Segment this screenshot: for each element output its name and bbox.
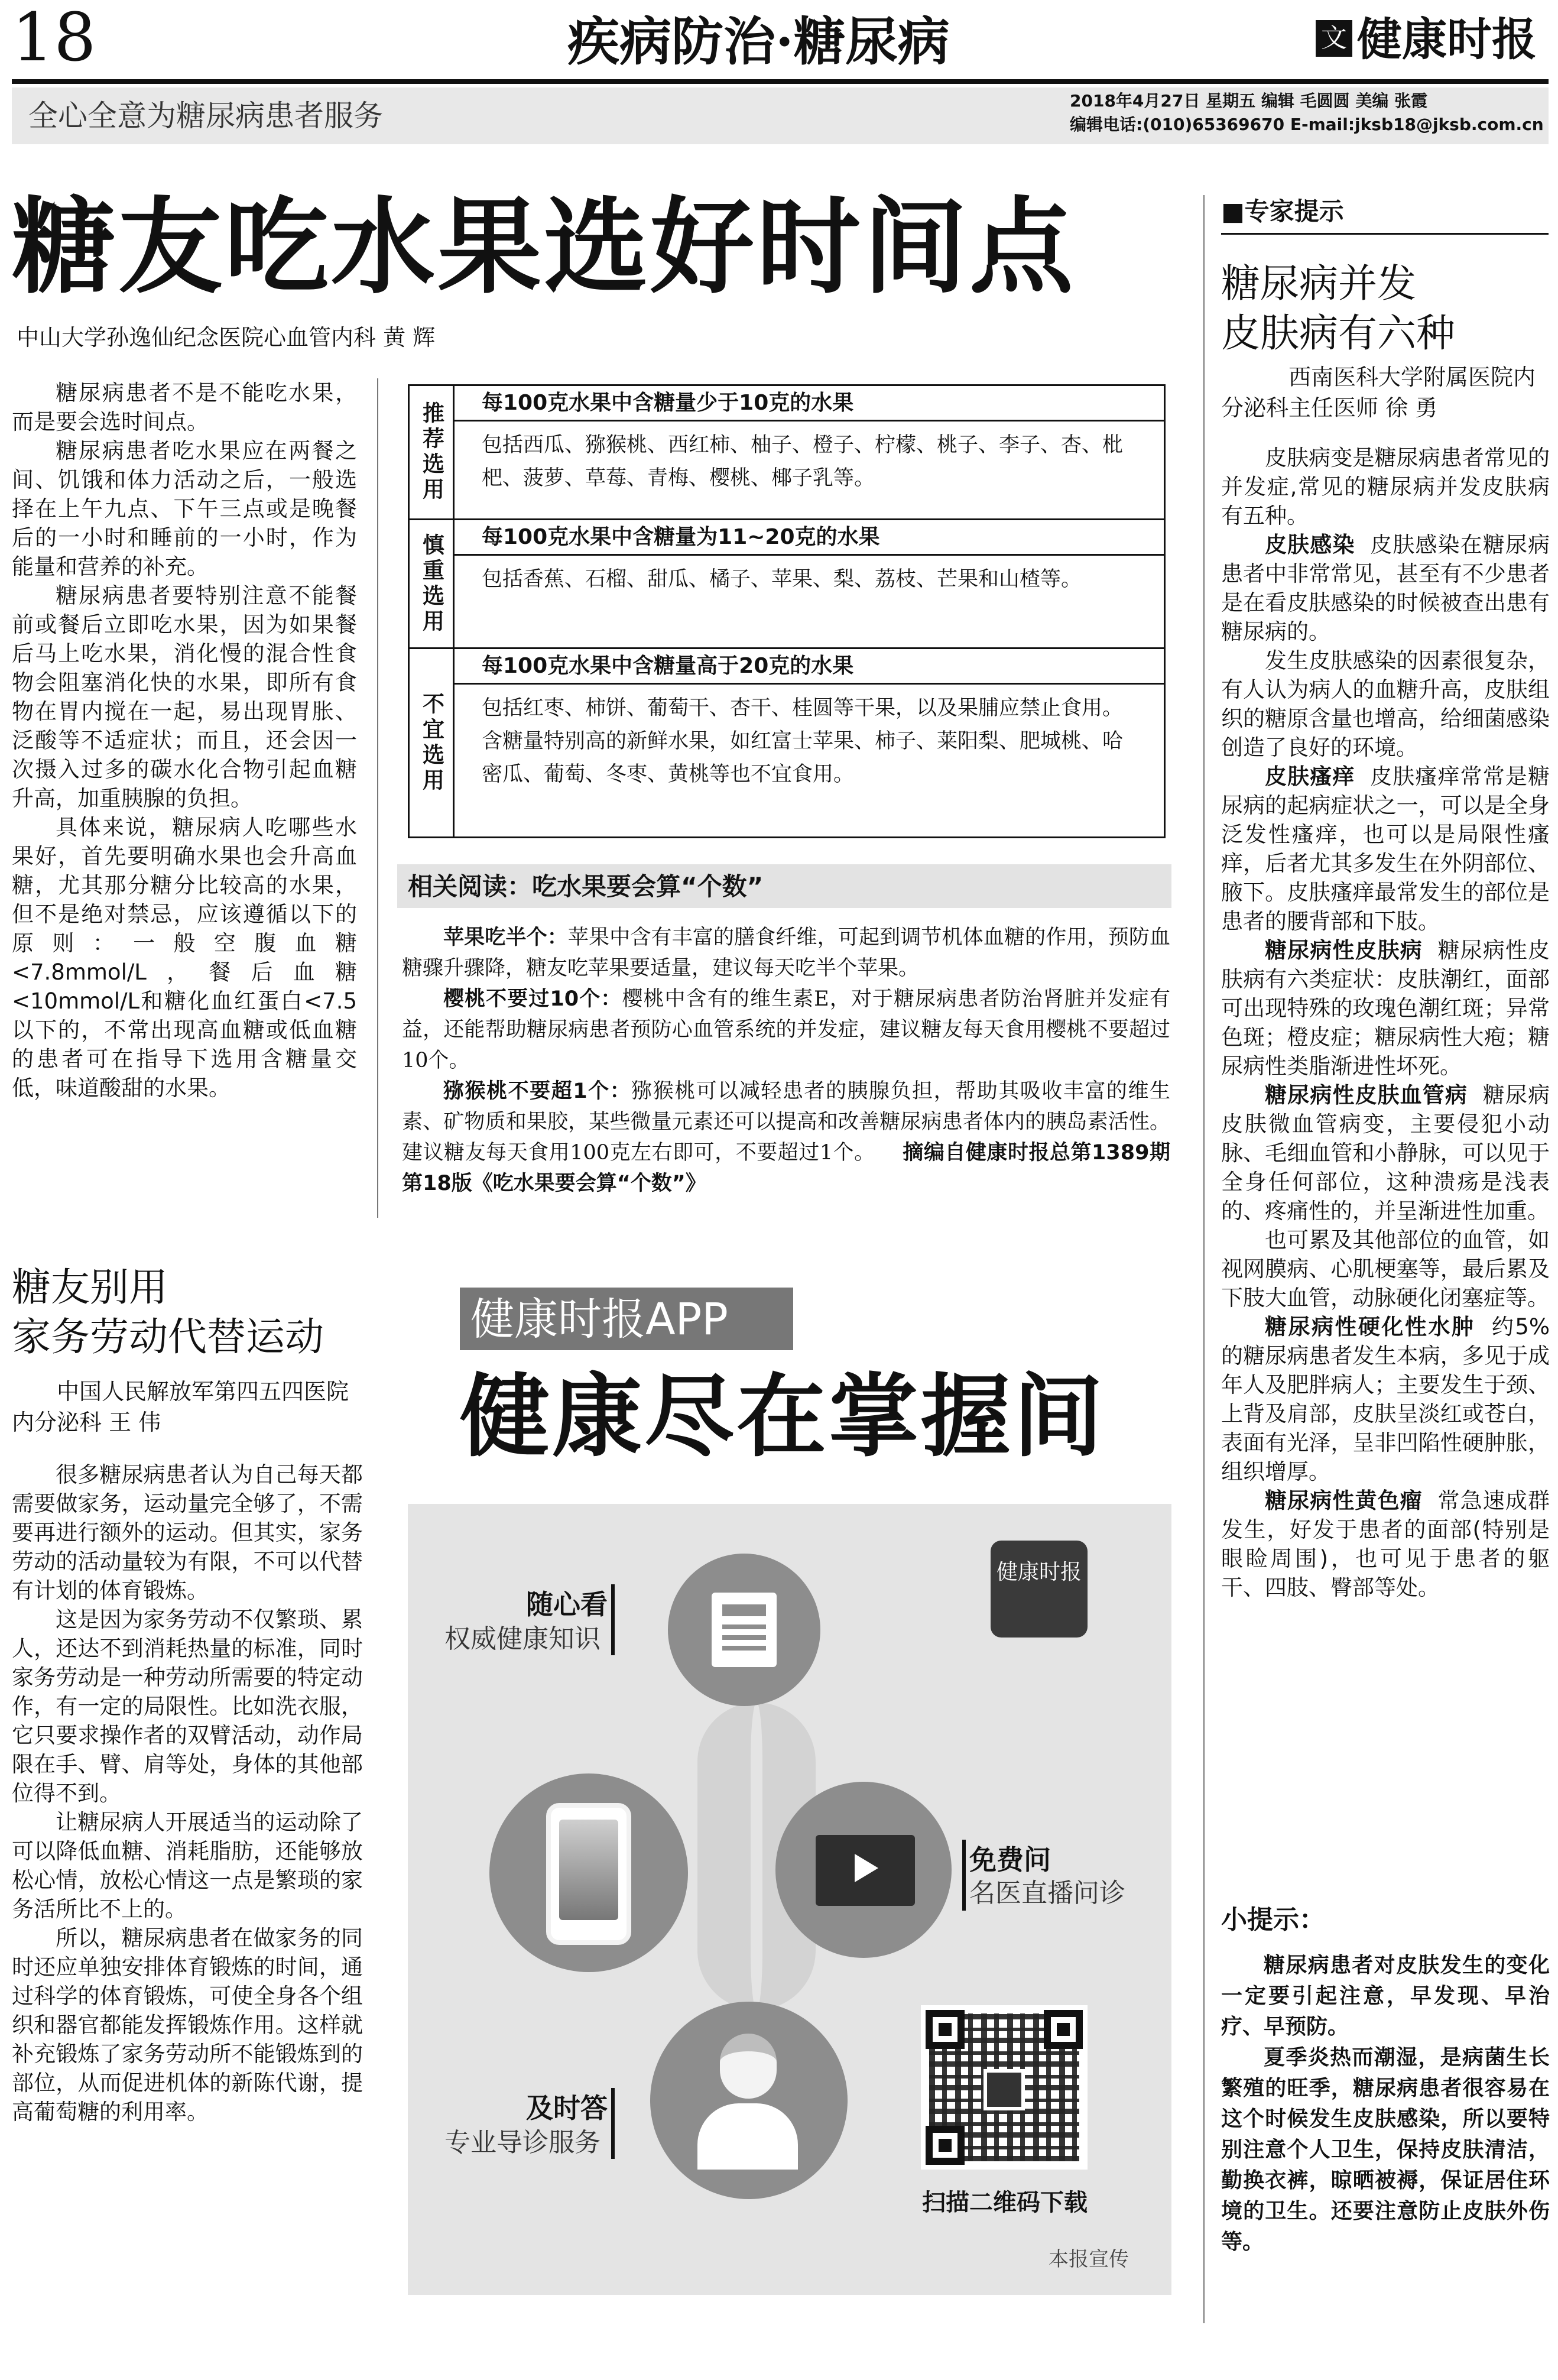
main-headline: 糖友吃水果选好时间点 (12, 186, 1076, 308)
related-source: 摘编自健康时报总第1389期第18版《吃水果要会算“个数”》 (402, 1141, 1170, 1195)
article2-title-line: 家务劳动代替运动 (12, 1314, 324, 1360)
paragraph-text: 糖尿病性皮肤病有六类症状：皮肤潮红，面部可出现特殊的玫瑰色潮红斑；异常色斑；橙皮症；糖尿病性大疱；糖尿病性类脂渐进性坏死。 (1221, 938, 1550, 1079)
qr-finder (926, 2126, 965, 2165)
main-article-author: 中山大学孙逸仙纪念医院心血管内科 黄 辉 (17, 325, 436, 351)
related-item (402, 922, 1170, 984)
video-play-icon (816, 1835, 915, 1906)
table-row (410, 386, 1164, 518)
table-row-heading: 每100克水果中含糖量高于20克的水果 (455, 649, 1164, 685)
paragraph-text: 皮肤瘙痒常常是糖尿病的起病症状之一，可以是全身泛发性瘙痒，也可以是局限性瘙痒，后者尤其多发生在外阴部位、腋下。皮肤瘙痒最常发生的部位是患者的腰背部和下肢。 (1221, 764, 1550, 934)
related-reading-body (402, 922, 1170, 1199)
paragraph: 具体来说，糖尿病人吃哪些水果好，首先要明确水果也会升高血糖，尤其那分糖分比较高的水果，但不是绝对禁忌，应该遵循以下的原则：一般空腹血糖<7.8mmol/L，餐后血糖<10mmol/L和糖化血红蛋白<7.5以下的，不常出现高血糖或低血糖的患者可在指导下选用含糖量交低，味道酸甜的水果。 (12, 815, 357, 1101)
paragraph (1221, 1486, 1550, 1602)
ad-feature-title: 免费问 (969, 1844, 1051, 1876)
article2-title (12, 1263, 324, 1362)
paragraph-lead: 糖尿病性硬化性水肿 (1265, 1314, 1475, 1340)
paragraph: 让糖尿病人开展适当的运动除了可以降低血糖、消耗脂肪，还能够放松心情，放松心情这一点是繁琐的家务活所比不上的。 (12, 1810, 363, 1922)
related-item-text: 猕猴桃可以减轻患者的胰腺负担，帮助其吸收丰富的维生素、矿物质和果胶，某些微量元素还可以提高和改善糖尿病患者体内的胰岛素活性。建议糖友每天食用100克左右即可，不要超过1个。 (402, 1079, 1170, 1165)
issue-date-editors: 2018年4月27日 星期五 编辑 毛圆圆 美编 张霞 (1070, 91, 1428, 111)
table-category: 慎重选用 (418, 533, 444, 635)
paragraph-lead: 糖尿病性皮肤血管病 (1265, 1082, 1468, 1108)
section-title: 疾病防治·糖尿病 (567, 11, 950, 72)
paragraph-text: 皮肤感染在糖尿病患者中非常常见，甚至有不少患者是在看皮肤感染的时候被查出患有糖尿病的。 (1221, 532, 1550, 644)
page-number: 18 (12, 0, 96, 76)
paragraph-text: 约5%的糖尿病患者发生本病，多见于成年人及肥胖病人；主要发生于颈、上背及肩部，皮肤呈淡红或苍白，表面有光泽，呈非凹陷性硬肿胀，组织增厚。 (1221, 1314, 1550, 1484)
table-row-content: 包括红枣、柿饼、葡萄干、杏干、桂圆等干果，以及果脯应禁止食用。含糖量特别高的新鲜水果，如红富士苹果、柿子、莱阳梨、肥城桃、哈密瓜、葡萄、冬枣、黄桃等也不宜食用。 (482, 696, 1124, 786)
related-item-text: 苹果中含有丰富的膳食纤维，可起到调节机体血糖的作用，预防血糖骤升骤降，糖友吃苹果要适量，建议每天吃半个苹果。 (402, 926, 1170, 980)
paragraph (1221, 646, 1550, 762)
right-title-line: 糖尿病并发 (1221, 261, 1416, 306)
paragraph: 糖尿病患者要特别注意不能餐前或餐后立即吃水果，因为如果餐后马上吃水果，消化慢的混合性食物会阻塞消化快的水果，即所有食物在胃内搅在一起，易出现胃胀、泛酸等不适症状；而且，还会因一次摄入过多的碳水化合物引起血糖升高，加重胰腺的负担。 (12, 583, 357, 811)
header-rule (12, 79, 1549, 84)
related-item-lead: 樱桃不要过10个： (443, 987, 622, 1011)
article2-title-line: 糖友别用 (12, 1264, 168, 1310)
paragraph: 很多糖尿病患者认为自己每天都需要做家务，运动量完全够了，不需要再进行额外的运动。但其实，家务劳动的活动量较为有限，不可以代替有计划的体育锻炼。 (12, 1462, 363, 1603)
paragraph (1221, 1312, 1550, 1486)
right-title-line: 皮肤病有六种 (1221, 310, 1455, 356)
ad-feature-subtitle: 名医直播问诊 (969, 1878, 1125, 1908)
article2-author: 中国人民解放军第四五四医院内分泌科 王 伟 (12, 1379, 349, 1435)
news-icon (712, 1593, 777, 1667)
ad-app-name: 健康时报APP (470, 1294, 728, 1345)
tip-title: 小提示： (1221, 1905, 1325, 1935)
table-category-cell (410, 386, 455, 518)
related-item (402, 984, 1170, 1076)
qr-finder (926, 2010, 965, 2049)
ad-feature-divider (962, 1840, 966, 1911)
qr-caption: 扫描二维码下载 (922, 2189, 1088, 2216)
table-row-heading: 每100克水果中含糖量少于10克的水果 (455, 386, 1164, 421)
paragraph (1221, 1225, 1550, 1312)
expert-tips-rule (1221, 233, 1549, 235)
tip-body (1221, 1950, 1550, 2257)
editor-contact: 编辑电话:(010)65369670 E-mail:jksb18@jksb.com.cn (1070, 115, 1544, 134)
paragraph (1221, 443, 1550, 530)
paragraph-lead: 糖尿病性皮肤病 (1265, 938, 1423, 963)
newspaper-logo-icon: 文 (1316, 20, 1352, 57)
ad-feature-divider (611, 1584, 615, 1655)
article2-body (12, 1460, 363, 2126)
ad-feature-subtitle: 专业导诊服务 (444, 2128, 601, 2158)
qr-center-logo-icon (984, 2069, 1025, 2110)
doctor-head (720, 2034, 777, 2099)
paragraph (1221, 762, 1550, 936)
ad-feature-divider (611, 2088, 615, 2159)
ad-feature-title: 随心看 (526, 1588, 608, 1620)
ad-feature-subtitle: 权威健康知识 (444, 1624, 601, 1654)
right-article-title (1221, 259, 1455, 358)
paragraph-text: 也可累及其他部位的血管，如视网膜病、心肌梗塞等，最后累及下肢大血管，动脉硬化闭塞症等。 (1221, 1227, 1550, 1311)
phone-icon (546, 1803, 631, 1945)
ad-slogan: 健康尽在掌握间 (460, 1363, 1105, 1469)
paragraph-text: 皮肤病变是糖尿病患者常见的并发症,常见的糖尿病并发皮肤病有五种。 (1221, 445, 1550, 528)
paragraph-lead: 糖尿病性黄色瘤 (1265, 1488, 1423, 1513)
related-item (402, 1076, 1170, 1199)
paragraph (1221, 936, 1550, 1081)
app-logo-icon: 健康时报 (991, 1541, 1088, 1638)
table-category-cell (410, 520, 455, 647)
fruit-sugar-table (408, 384, 1166, 838)
page-slogan: 全心全意为糖尿病患者服务 (28, 99, 383, 133)
related-reading-title: 相关阅读：吃水果要会算“个数” (408, 872, 764, 901)
newspaper-name: 健康时报 (1357, 13, 1537, 66)
related-item-lead: 猕猴桃不要超1个： (443, 1079, 632, 1103)
paragraph: 糖尿病患者不是不能吃水果，而是要会选时间点。 (12, 380, 357, 435)
related-item-lead: 苹果吃半个： (443, 926, 568, 949)
main-article-body (12, 378, 357, 1103)
right-article-author: 西南医科大学附属医院内分泌科主任医师 徐 勇 (1221, 364, 1536, 421)
doctor-coat (697, 2103, 798, 2170)
ad-feature-title: 及时答 (526, 2092, 608, 2124)
paragraph-lead: 皮肤感染 (1265, 532, 1355, 557)
paragraph-text: 常急速成群发生，好发于患者的面部(特别是眼睑周围)，也可见于患者的躯干、四肢、臀部等处。 (1221, 1488, 1550, 1600)
column-divider (377, 378, 378, 1218)
paragraph-lead: 皮肤瘙痒 (1265, 764, 1355, 789)
paragraph: 糖尿病患者对皮肤发生的变化一定要引起注意，早发现、早治疗、早预防。 (1221, 1953, 1550, 2039)
paragraph: 糖尿病患者吃水果应在两餐之间、饥饿和体力活动之后，一般选择在上午九点、下午三点或是晚餐后的一小时和睡前的一小时，作为能量和营养的补充。 (12, 438, 357, 579)
doctor-icon (697, 2034, 798, 2170)
column-divider (1203, 195, 1205, 2323)
right-article-body (1221, 443, 1550, 1602)
table-row-content: 包括西瓜、猕猴桃、西红柿、柚子、橙子、柠檬、桃子、李子、杏、枇杷、菠萝、草莓、青梅、樱桃、椰子乳等。 (482, 433, 1124, 490)
table-category-cell (410, 649, 455, 836)
ad-credit: 本报宣传 (1049, 2248, 1129, 2271)
table-category: 不宜选用 (418, 692, 444, 794)
paragraph-text: 发生皮肤感染的因素很复杂，有人认为病人的血糖升高，皮肤组织的糖原含量也增高，给细菌感染创造了良好的环境。 (1221, 648, 1550, 760)
paragraph (1221, 530, 1550, 646)
table-category: 推荐选用 (418, 401, 444, 503)
paragraph: 这是因为家务劳动不仅繁琐、累人，还达不到消耗热量的标准，同时家务劳动是一种劳动所需要的特定动作，有一定的局限性。比如洗衣服，它只要求操作者的双臂活动，动作局限在手、臂、肩等处，身体的其他部位得不到。 (12, 1607, 363, 1806)
table-row-content: 包括香蕉、石榴、甜瓜、橘子、苹果、梨、荔枝、芒果和山楂等。 (482, 568, 1082, 591)
related-item-text: 樱桃中含有的维生素E，对于糖尿病患者防治肾脏并发症有益，还能帮助糖尿病患者预防心血管系统的并发症，建议糖友每天食用樱桃不要超过10个。 (402, 987, 1170, 1072)
paragraph: 夏季炎热而潮湿，是病菌生长繁殖的旺季，糖尿病患者很容易在这个时候发生皮肤感染，所以要特别注意个人卫生，保持皮肤清洁，勤换衣裤，晾晒被褥，保证居住环境的卫生。还要注意防止皮肤外伤等。 (1221, 2045, 1550, 2254)
expert-tips-tag: ■专家提示 (1221, 197, 1344, 226)
qr-finder (1044, 2010, 1083, 2049)
table-row (410, 647, 1164, 836)
paragraph-text: 糖尿病皮肤微血管病变，主要侵犯小动脉、毛细血管和小静脉，可以见于全身任何部位，这种溃疡是浅表的、疼痛性的，并呈渐进性加重。 (1221, 1082, 1550, 1224)
table-row-heading: 每100克水果中含糖量为11~20克的水果 (455, 520, 1164, 556)
paragraph (1221, 1081, 1550, 1225)
table-row (410, 518, 1164, 647)
paragraph: 所以，糖尿病患者在做家务的同时还应单独安排体育锻炼的时间，通过科学的体育锻炼，可使全身各个组织和器官都能发挥锻炼作用。这样就补充锻炼了家务劳动所不能锻炼到的部位，从而促进机体的新陈代谢，提高葡萄糖的利用率。 (12, 1925, 363, 2125)
